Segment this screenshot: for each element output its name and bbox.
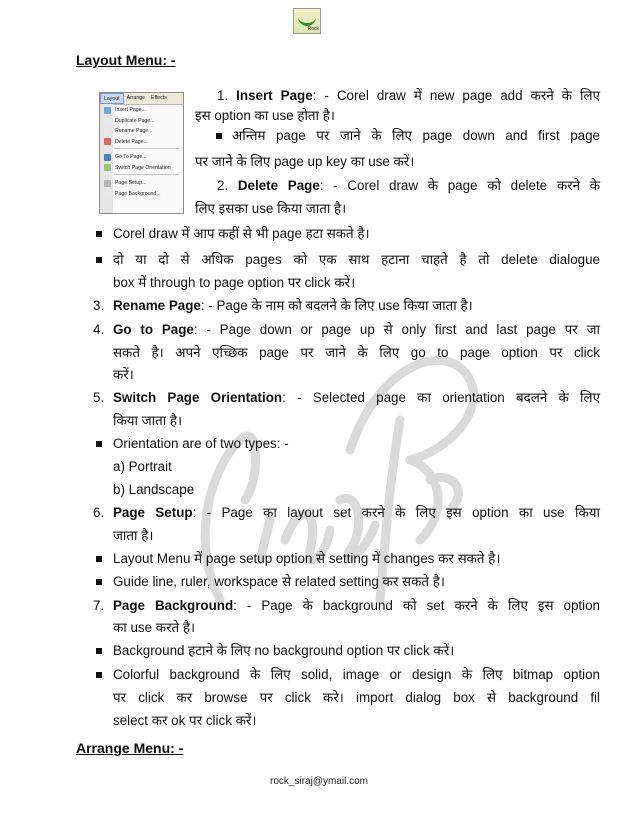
bullet-icon — [96, 441, 102, 447]
menubar-arrange: Arrange — [126, 95, 146, 101]
page-setup-icon — [104, 180, 111, 187]
menu-item — [100, 163, 183, 174]
menu-items — [100, 105, 183, 199]
text-line: Go to Page: - Page down or page up से only first and last page पर जा — [113, 322, 600, 337]
text-line: Switch Page Orientation: - Selected page का orientation बदलने के लिए — [113, 390, 600, 405]
list-number: 4. — [93, 322, 105, 337]
menu-item — [100, 137, 183, 148]
menubar-effects: Effects — [151, 95, 167, 101]
menu-item-label: Duplicate Page... — [115, 117, 155, 124]
bullet-icon — [96, 556, 102, 562]
bullet-icon — [216, 133, 222, 139]
text-line: a) Portrait — [113, 459, 172, 474]
text-line: इस option का use होता है। — [195, 108, 335, 123]
logo-swoosh-icon — [298, 14, 316, 26]
orientation-icon — [104, 164, 111, 171]
menu-item-label: Delete Page... — [115, 138, 148, 145]
layout-menu-heading: Layout Menu: - — [76, 52, 176, 68]
text-line: अन्तिम page पर जाने के लिए page down and first page — [232, 128, 600, 143]
menu-item — [100, 116, 183, 127]
menu-item-label: Page Background... — [115, 190, 161, 197]
text-line: Layout Menu में page setup option से setting में changes कर सकते है। — [113, 551, 501, 566]
text-line: select कर ok पर click करें। — [113, 713, 257, 728]
text-line: किया जाता है। — [113, 413, 183, 428]
go-to-page-icon — [104, 154, 111, 161]
text-line: दो या दो से अधिक pages को एक साथ हटाना चाहते है तो delete dialogue — [113, 252, 600, 267]
logo-image — [293, 8, 321, 34]
list-number: 5. — [93, 390, 105, 405]
text-line: Corel draw में आप कहीं से भी page हटा सकते है। — [113, 226, 370, 241]
bullet-icon — [96, 648, 102, 654]
arrange-menu-heading: Arrange Menu: - — [76, 740, 184, 756]
menu-item — [100, 189, 183, 200]
logo-text: Rock — [307, 26, 319, 32]
bullet-icon — [96, 257, 102, 263]
menu-item — [100, 126, 183, 137]
blank-icon — [104, 128, 111, 135]
menu-item-label: Switch Page Orientation — [115, 164, 171, 171]
list-number: 7. — [93, 598, 105, 613]
text-line: Colorful background के लिए solid, image or design के लिए bitmap option — [113, 667, 600, 682]
insert-page-icon — [104, 107, 111, 114]
layout-menu-screenshot — [99, 92, 184, 214]
bullet-icon — [96, 579, 102, 585]
blank-icon — [104, 190, 111, 197]
text-line: सकते है। अपने एच्छिक page पर जाने के लिए go to page option पर click — [113, 345, 600, 360]
text-line: पर जाने के लिए page up key का use करें। — [195, 154, 415, 169]
menu-item-label: Insert Page... — [115, 107, 146, 114]
text-line: Rename Page: - Page के नाम को बदलने के लिए use किया जाता है। — [113, 298, 473, 313]
list-number: 3. — [93, 298, 105, 313]
text-line: करें। — [113, 367, 134, 382]
menu-item — [100, 105, 183, 116]
text-line: लिए इसका use किया जाता है। — [195, 201, 347, 216]
menu-item-label: Go To Page... — [115, 154, 147, 161]
text-line: 1. Insert Page: - Corel draw में new page add करने के लिए — [217, 88, 600, 103]
text-line: Page Background: - Page के background को set करने के लिए इस option — [113, 598, 601, 613]
delete-page-icon — [104, 138, 111, 145]
blank-icon — [104, 117, 111, 124]
text-line: b) Landscape — [113, 482, 195, 497]
text-line: Background हटाने के लिए no background option पर click करें। — [113, 643, 455, 658]
text-line: Orientation are of two types: - — [113, 436, 289, 451]
text-line: 2. Delete Page: - Corel draw के page को delete करने के — [217, 178, 600, 193]
menu-item — [100, 178, 183, 189]
text-line: जाता है। — [113, 528, 154, 543]
bullet-icon — [96, 672, 102, 678]
text-line: box में through to page option पर click करें। — [113, 275, 356, 290]
bullet-icon — [96, 231, 102, 237]
menu-item — [100, 152, 183, 163]
list-number: 6. — [93, 505, 105, 520]
text-line: Guide line, ruler, workspace से related setting कर सकते है। — [113, 574, 445, 589]
text-line: का use करते है। — [113, 620, 196, 635]
text-line: पर click कर browse पर click करे। import dialog box से background fil — [113, 690, 600, 705]
menubar-layout: Layout — [100, 93, 124, 104]
menu-item-label: Rename Page... — [115, 128, 153, 135]
footer-email: rock_siraj@ymail.com — [270, 776, 368, 787]
menu-item-label: Page Setup... — [115, 180, 147, 187]
text-line: Page Setup: - Page का layout set करने के लिए इस option का use किया — [113, 505, 600, 520]
